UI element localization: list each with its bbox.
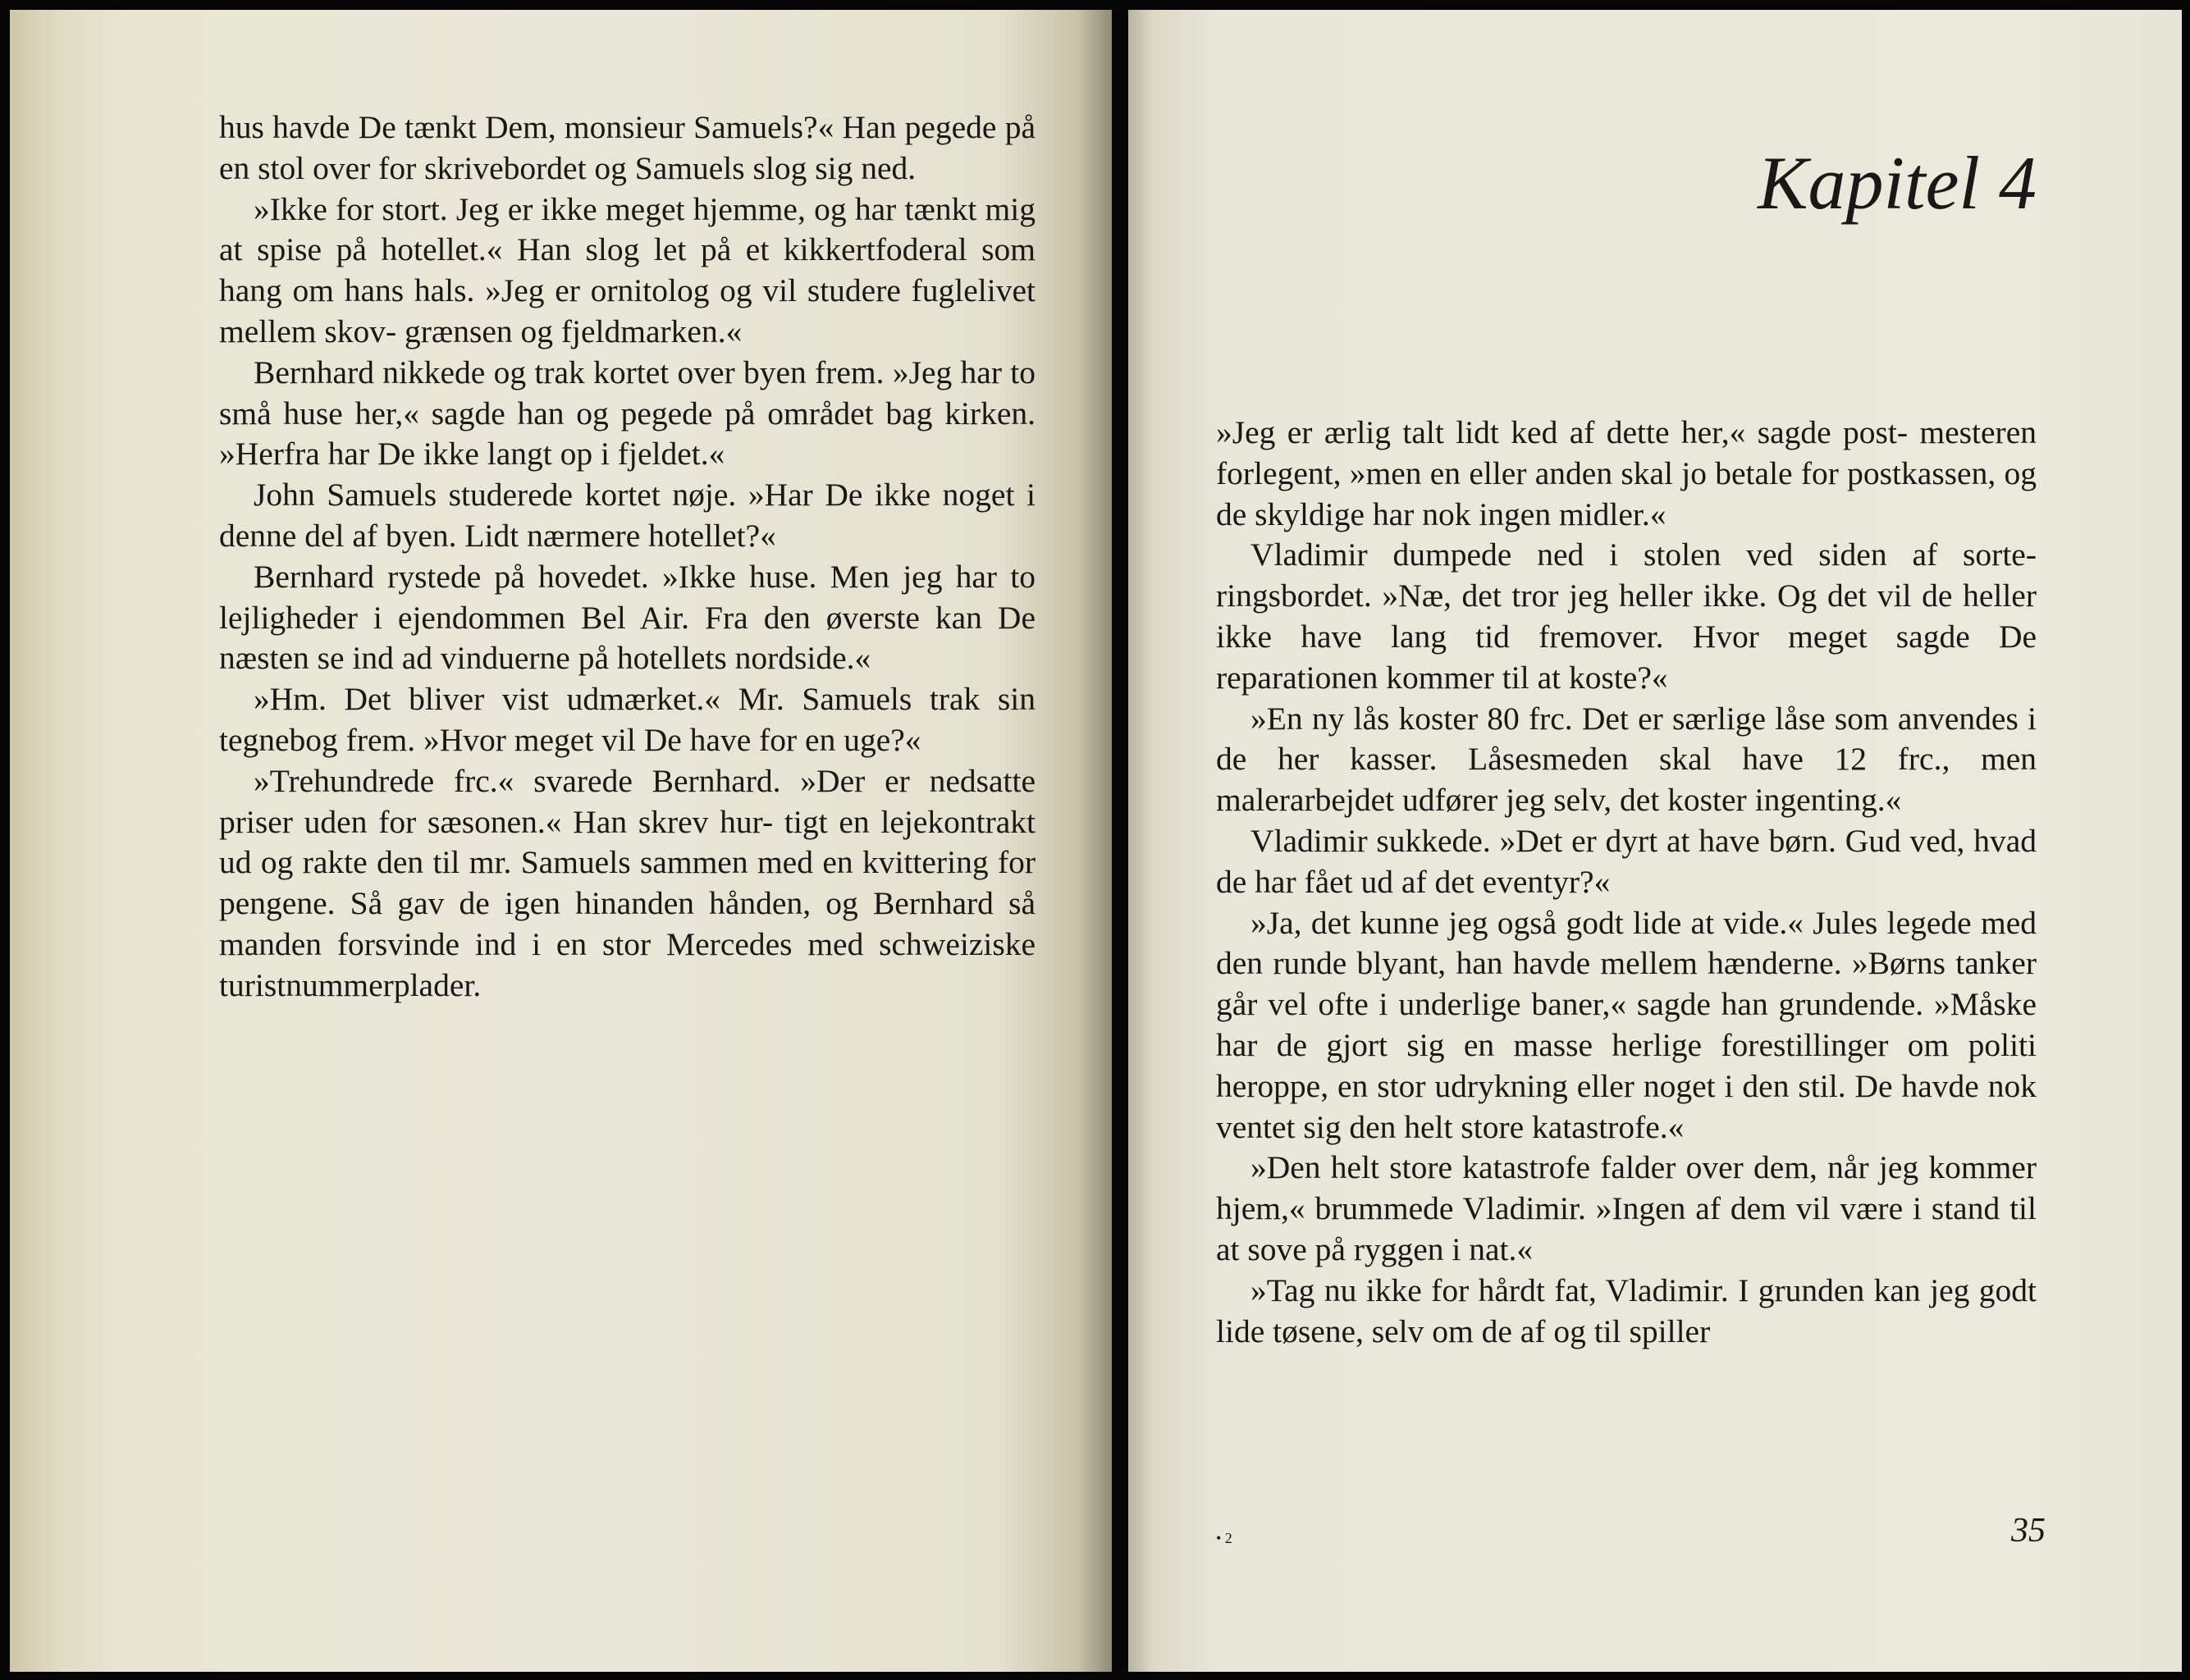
paragraph: »Trehundrede frc.« svarede Bernhard. »Der er nedsatte priser uden for sæsonen.« Han skrev hur- tigt en lejekontrakt ud og rakte den til mr. Samuels sammen med en kvittering for pengene. Så gav de igen hinanden hånden, og Bernhard så manden forsvinde ind i en stor Mercedes med schweiziske turistnummerplader.: [219, 762, 1036, 1003]
page-number: 35: [2011, 1512, 2046, 1550]
paragraph: »Hm. Det bliver vist udmærket.« Mr. Samuels trak sin tegnebog frem. »Hvor meget vil De have for en uge?«: [219, 681, 1036, 758]
right-page: [1128, 10, 2182, 1672]
paragraph: »En ny lås koster 80 frc. Det er særlige låse som anvendes i de her kasser. Låsesmeden skal have 12 frc., men malerarbejdet udfører jeg selv, det koster ingenting.«: [1216, 700, 2037, 819]
paragraph: Bernhard nikkede og trak kortet over byen frem. »Jeg har to små huse her,« sagde han og pegede på området bag kirken. »Herfra har De ikke langt op i fjeldet.«: [219, 354, 1036, 472]
paragraph: Vladimir dumpede ned i stolen ved siden af sorte- ringsbordet. »Næ, det tror jeg heller ikke. Og det vil de heller ikke have lang tid fremover. Hvor meget sagde De reparationen kommer til at koste?«: [1216, 536, 2037, 696]
left-page: [10, 10, 1112, 1672]
paragraph: »Ikke for stort. Jeg er ikke meget hjemme, og har tænkt mig at spise på hotellet.« Han slog let på et kikkertfoderal som hang om hans hals. »Jeg er ornitolog og vil studere fuglelivet mellem skov- grænsen og fjeldmarken.«: [219, 190, 1036, 349]
paragraph: hus havde De tænkt Dem, monsieur Samuels?« Han pegede på en stol over for skrivebordet og Samuels slog sig ned.: [219, 109, 1036, 186]
paragraph: »Den helt store katastrofe falder over dem, når jeg kommer hjem,« brummede Vladimir. »Ingen af dem vil være i stand til at sove på ryggen i nat.«: [1216, 1149, 2037, 1267]
paragraph: Vladimir sukkede. »Det er dyrt at have børn. Gud ved, hvad de har fået ud af det eventyr?«: [1216, 822, 2037, 900]
paragraph: »Tag nu ikke for hårdt fat, Vladimir. I grunden kan jeg godt lide tøsene, selv om de af og til spiller: [1216, 1271, 2037, 1349]
chapter-heading: Kapitel 4: [1758, 141, 2037, 225]
signature-mark: • 2: [1216, 1530, 1232, 1546]
left-page-text: [219, 107, 1036, 1007]
gutter: [1112, 0, 1128, 1680]
paragraph: »Jeg er ærlig talt lidt ked af dette her,« sagde post- mesteren forlegent, »men en eller anden skal jo betale for postkassen, og de skyldige har nok ingen midler.«: [1216, 414, 2037, 532]
paragraph: John Samuels studerede kortet nøje. »Har De ikke noget i denne del af byen. Lidt nærmere hotellet?«: [219, 477, 1036, 554]
right-page-text: [1216, 413, 2037, 1352]
paragraph: Bernhard rystede på hovedet. »Ikke huse. Men jeg har to lejligheder i ejendommen Bel Air. Fra den øverste kan De næsten se ind ad vinduerne på hotellets nordside.«: [219, 558, 1036, 677]
paragraph: »Ja, det kunne jeg også godt lide at vide.« Jules legede med den runde blyant, han havde mellem hænderne. »Børns tanker går vel ofte i underlige baner,« sagde han grundende. »Måske har de gjort sig en masse herlige forestillinger om politi heroppe, en stor udrykning eller noget i den stil. De havde nok ventet sig den helt store katastrofe.«: [1216, 904, 2037, 1145]
